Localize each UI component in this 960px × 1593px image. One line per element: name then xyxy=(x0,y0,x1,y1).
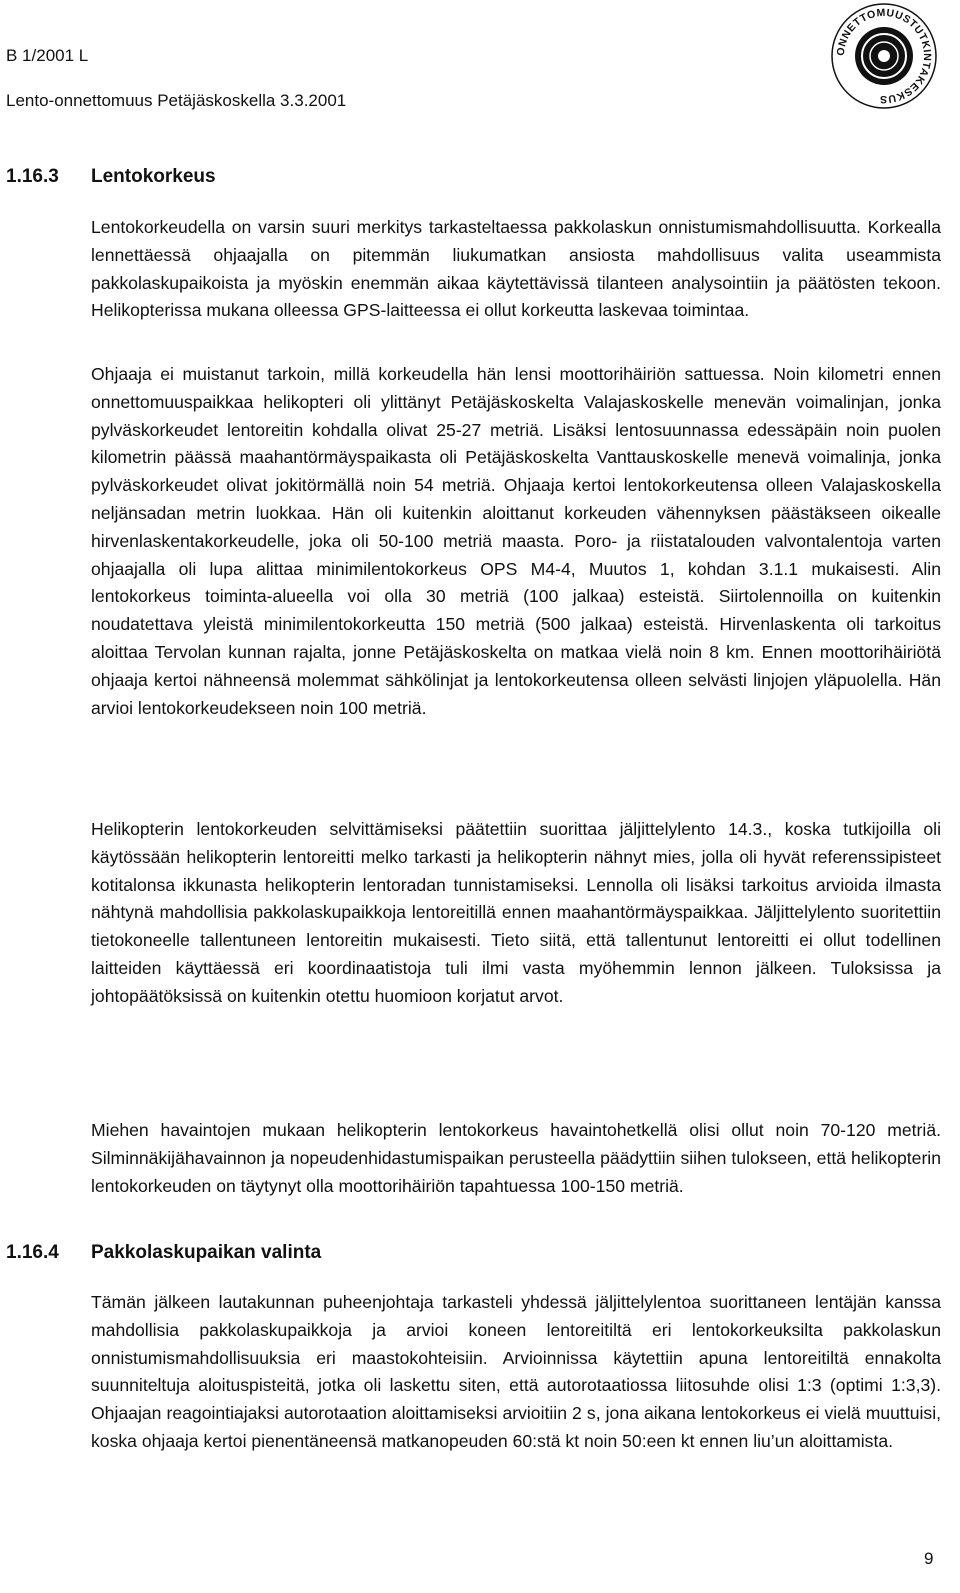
agency-seal-icon xyxy=(830,2,938,110)
paragraph: Miehen havaintojen mukaan helikopterin lentokorkeus havaintohetkellä olisi ollut noin 70-120 metriä. Silminnäkijähavainnon ja nopeudenhidastumispaikan perusteella päädyttiin siihen tulokseen, että helikopterin lentokorkeuden on täytynyt olla moottorihäiriön tapahtuessa 100-150 metriä. xyxy=(91,1120,941,1196)
seal-text: ONNETTOMUUSTUTKINTAKESKUS xyxy=(834,6,934,106)
paragraph: Tämän jälkeen lautakunnan puheenjohtaja tarkasteli yhdessä jäljittelylentoa suorittaneen lentäjän kanssa mahdollisia pakkolaskupaikkoja ja arvioi koneen lentoreitiltä eri lentokorkeuksilta pakkolaskun onnistumismahdollisuuksia eri maastokohteisiin. Arvioinnissa käytettiin apuna lentoreitiltä ennakolta suunniteltuja aloituspisteitä, jotka oli laskettu siten, että autorotaatiossa liitosuhde olisi 1:3 (optimi 1:3,3). Ohjaajan reagointiajaksi autorotaation aloittamiseksi arvioitiin 2 s, jona aikana lentokorkeus ei vielä muuttuisi, koska ohjaaja kertoi pienentäneensä matkanopeuden 60:stä kt noin 50:een kt ennen liu’un aloittamista. xyxy=(91,1292,941,1451)
paragraph: Ohjaaja ei muistanut tarkoin, millä korkeudella hän lensi moottorihäiriön sattuessa. Noin kilometri ennen onnettomuuspaikkaa helikopteri oli ylittänyt Petäjäskoskelta Valajaskoskelle menevän voimalinjan, jonka pylväskorkeudet lentoreitin kohdalla olivat 25-27 metriä. Lisäksi lentosuunnassa edessäpäin noin puolen kilometrin päässä maahantörmäyspaikasta oli Petäjäskoskelta Vanttauskoskelle menevä voimalinja, jonka pylväskorkeudet olivat jokitörmällä noin 54 metriä. Ohjaaja kertoi lentokorkeutensa olleen Valajaskoskella neljänsadan metrin luokkaa. Hän oli kuitenkin aloittanut korkeuden vähennyksen päästäkseen oikealle hirvenlaskentakorkeudelle, joka oli 50-100 metriä maasta. Poro- ja riistatalouden valvontalentoja varten ohjaajalla oli lupa alittaa minimilentokorkeus OPS M4-4, Muutos 1, kohdan 3.1.1 mukaisesti. Alin lentokorkeus toiminta-alueella voi olla 30 metriä (100 jalkaa) esteistä. Siirtolennoilla on kuitenkin noudatettava yleistä minimilentokorkeutta 150 metriä (500 jalkaa) esteistä. Hirvenlaskenta oli tarkoitus aloittaa Tervolan kunnan rajalta, jonne Petäjäskoskelta on matkaa vielä noin 8 km. Ennen moottorihäiriötä ohjaaja kertoi nähneensä molemmat sähkölinjat ja lentokorkeutensa olleen selvästi linjojen yläpuolella. Hän arvioi lentokorkeudekseen noin 100 metriä. xyxy=(91,364,941,718)
section-number: 1.16.3 xyxy=(6,166,59,187)
document-id: B 1/2001 L xyxy=(6,46,89,65)
section-title: Lentokorkeus xyxy=(91,166,216,187)
paragraph: Helikopterin lentokorkeuden selvittämiseksi päätettiin suorittaa jäljittelylento 14.3., koska tutkijoilla oli käytössään helikopterin lentoreitti melko tarkasti ja helikopterin nähnyt mies, jolla oli hyvät referenssipisteet kotitalonsa ikkunasta helikopterin lentoradan tunnistamiseksi. Lennolla oli lisäksi tarkoitus arvioida ilmasta nähtynä mahdollisia pakkolaskupaikkoja lentoreitillä ennen maahantörmäyspaikkaa. Jäljittelylento suoritettiin tietokoneelle tallentuneen lentoreitin mukaisesti. Tieto siitä, että tallentunut lentoreitti ei ollut todellinen laitteiden käyttäessä eri koordinaatistoja tuli ilmi vasta myöhemmin lennon jälkeen. Tuloksissa ja johtopäätöksissä on kuitenkin otettu huomioon korjatut arvot. xyxy=(91,819,941,1006)
paragraph: Lentokorkeudella on varsin suuri merkitys tarkasteltaessa pakkolaskun onnistumismahdollisuutta. Korkealla lennettäessä ohjaajalla on pitemmän liukumatkan ansiosta mahdollisuus valita useammista pakkolaskupaikoista ja myöskin enemmän aikaa käytettävissä tilanteen analysointiin ja päätösten tekoon. Helikopterissa mukana olleessa GPS-laitteessa ei ollut korkeutta laskevaa toimintaa. xyxy=(91,217,941,321)
page-number: 9 xyxy=(924,1549,934,1568)
document-subtitle: Lento-onnettomuus Petäjäskoskella 3.3.2001 xyxy=(6,91,347,110)
section-title: Pakkolaskupaikan valinta xyxy=(91,1242,322,1263)
section-number: 1.16.4 xyxy=(6,1242,59,1263)
